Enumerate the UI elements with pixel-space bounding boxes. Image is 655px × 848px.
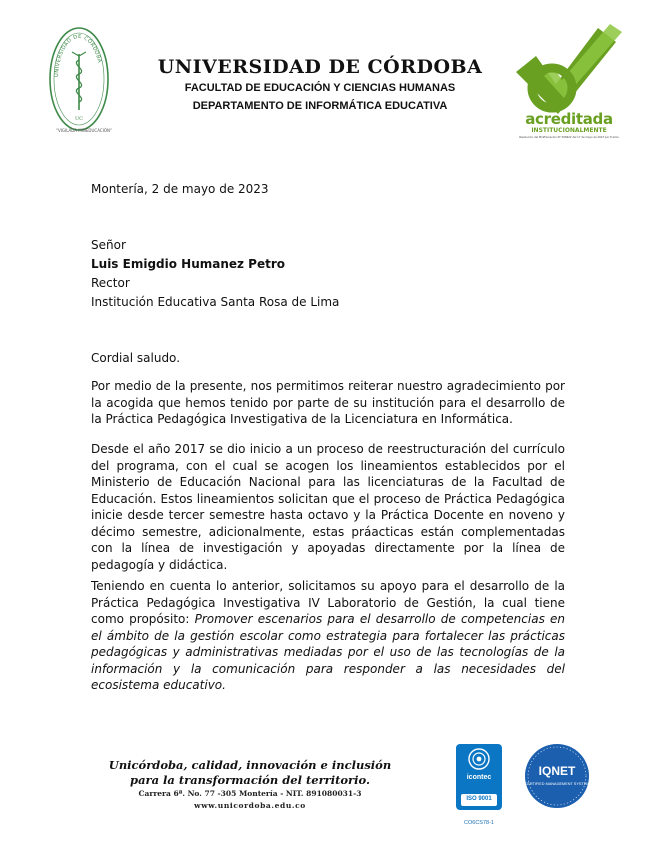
icontec-label: icontec (466, 774, 492, 781)
recipient-title: Rector (91, 276, 130, 290)
date-line: Montería, 2 de mayo de 2023 (91, 182, 269, 196)
university-title: UNIVERSIDAD DE CÓRDOBA (157, 56, 483, 78)
seal-ring-text: UNIVERSIDAD DE CÓRDOBA (53, 33, 103, 78)
accreditation-fine-print: Resolución del MinEducación N° 006622 del 17 de mayo de 2023 por 8 años (519, 136, 619, 139)
paragraph-3-purpose: Promover escenarios para el desarrollo de competencias en el ámbito de la gestión escolar como estrategia para fortalecer las prácticas pedagógicas y administrativas mediadas por el uso de las tecnologías de la información y la comunicación para responder a las necesidades del ecosistema educativo. (91, 612, 565, 692)
paragraph-3 (91, 578, 565, 694)
paragraph-3-lead: Teniendo en cuenta lo anterior, solicitamos su apoyo para el desarrollo de la Práctica Pedagógica Investigativa IV Laboratorio de Gestión, la cual tiene como propósito: (91, 579, 565, 626)
footer-address: Carrera 6ª. No. 77 -305 Montería - NIT. 891080031-3 (138, 789, 362, 798)
iso-label: ISO 9001 (466, 796, 492, 802)
paragraph-2: Desde el año 2017 se dio inicio a un proceso de reestructuración del currículo del programa, con el cual se acogen los lineamientos establecidos por el Ministerio de Educación Nacional para las licenciaturas de la Facultad de Educación. Estos lineamientos solicitan que el proceso de Práctica Pedagógica inicie desde tercer semestre hasta octavo y la Práctica Docente en noveno y décimo semestre, adicionalmente, estas práacticas están complementadas con la línea de investigación y apoyadas directamente por la línea de pedagogía y didáctica. (91, 442, 565, 572)
recipient-salutation: Señor (91, 238, 126, 252)
slogan-line-1: Unicórdoba, calidad, innovación e inclusión (108, 758, 392, 772)
accreditation-subtitle: INSTITUCIONALMENTE (531, 127, 607, 134)
university-seal-logo (48, 24, 110, 134)
seal-caption: "VIGILADA MINEDUCACIÓN" (56, 128, 112, 133)
greeting: Cordial saludo. (91, 351, 181, 365)
iqnet-subtitle: CERTIFIED MANAGEMENT SYSTEM (524, 782, 590, 786)
svg-text:UC: UC (74, 116, 84, 122)
recipient-block (91, 237, 339, 313)
accreditation-word: acreditada (525, 110, 613, 128)
iqnet-label: IQNET (538, 764, 576, 778)
recipient-name: Luis Emigdio Humanez Petro (91, 257, 286, 271)
icontec-swirl-icon (456, 744, 502, 774)
recipient-institution: Institución Educativa Santa Rosa de Lima (91, 295, 340, 309)
footer-website[interactable]: www.unicordoba.edu.co (194, 801, 306, 810)
faculty-name: FACULTAD DE EDUCACIÓN Y CIENCIAS HUMANAS (184, 82, 456, 94)
paragraph-1: Por medio de la presente, nos permitimos reiterar nuestro agradecimiento por la acogida que hemos tenido por parte de su institución para el desarrollo de la Práctica Pedagógica Investigativa de la Licenciatura en Informática. (91, 379, 565, 426)
certificate-code: CO6CS78-1 (464, 820, 494, 826)
slogan-line-2: para la transformación del territorio. (130, 773, 370, 787)
department-name: DEPARTAMENTO DE INFORMÁTICA EDUCATIVA (192, 100, 448, 112)
